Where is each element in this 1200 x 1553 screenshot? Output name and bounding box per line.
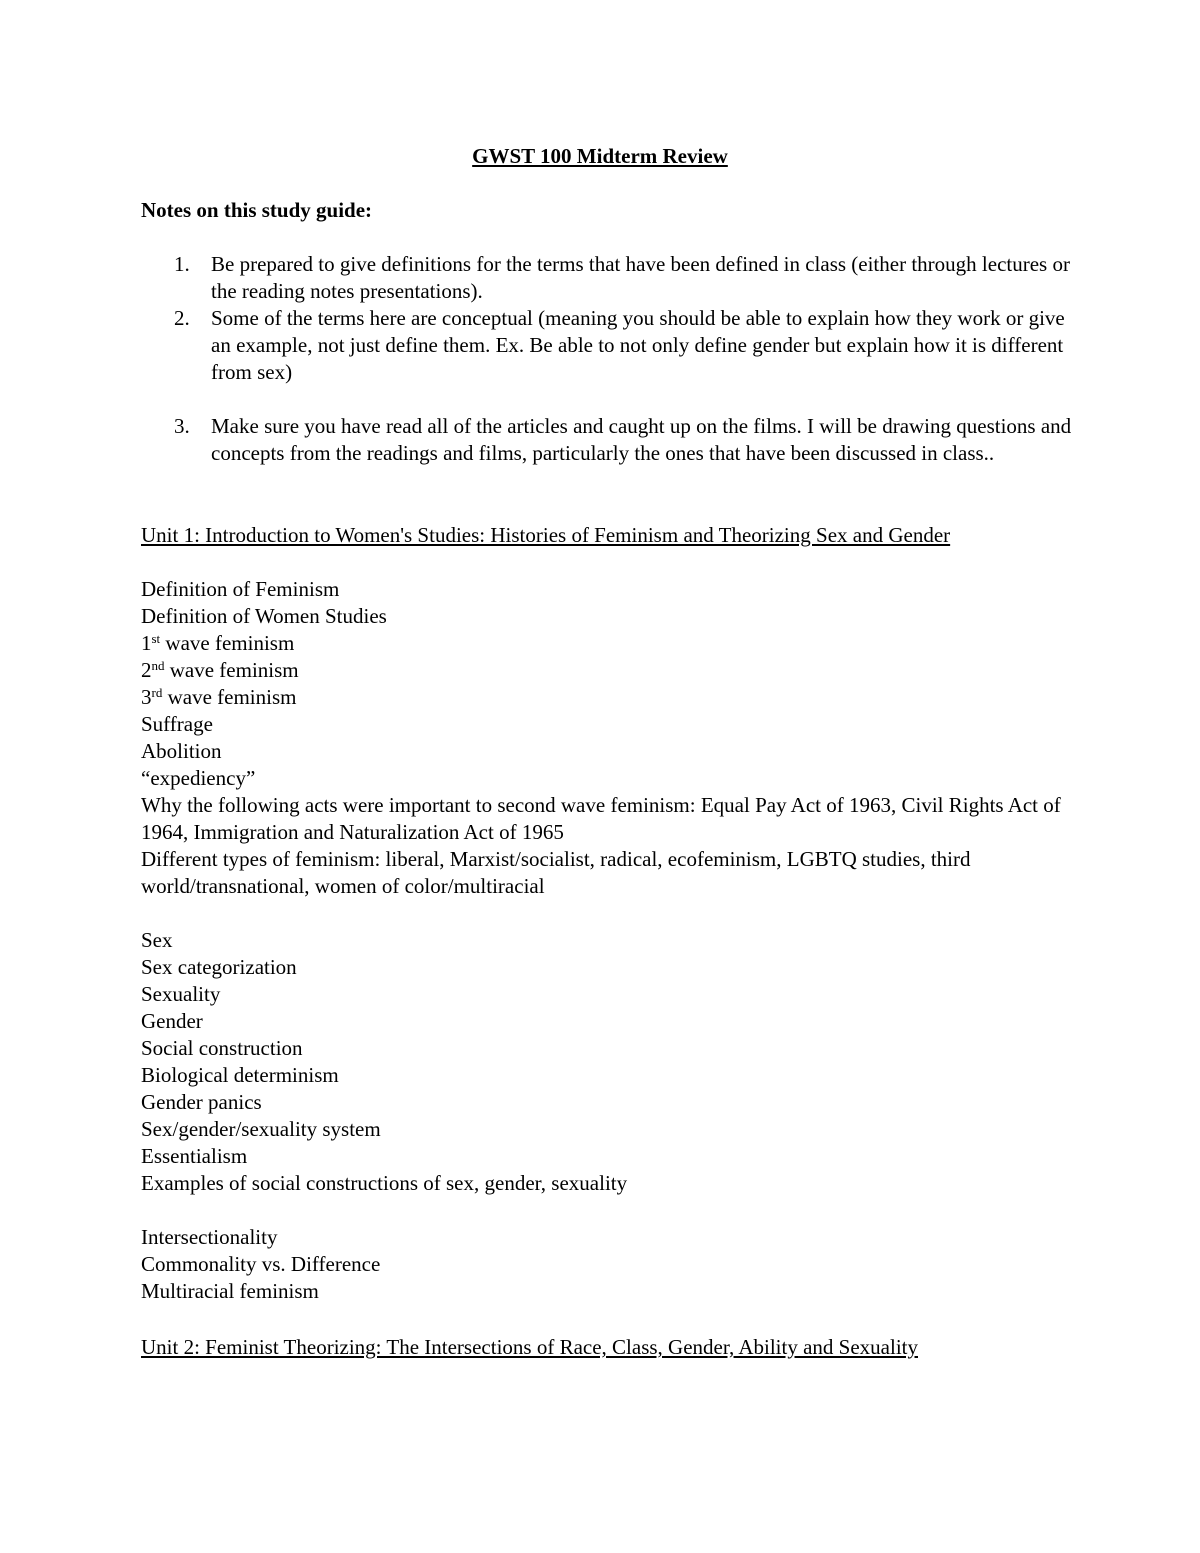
document-title: GWST 100 Midterm Review [472, 144, 728, 168]
term-item: Intersectionality [141, 1225, 278, 1249]
wave-text: wave feminism [160, 631, 295, 655]
notes-heading: Notes on this study guide: [141, 198, 373, 222]
term-item: Sex/gender/sexuality system [141, 1117, 381, 1141]
term-item: Gender panics [141, 1090, 262, 1114]
note-item [141, 413, 1081, 467]
unit-1-heading: Unit 1: Introduction to Women's Studies: Histories of Feminism and Theorizing Sex and Gender [141, 523, 951, 547]
term-item: Biological determinism [141, 1063, 339, 1087]
term-item: Why the following acts were important to second wave feminism: Equal Pay Act of 1963, Civil Rights Act of 1964, Immigration and Naturalization Act of 1965 [141, 793, 1061, 844]
term-item [141, 684, 1081, 711]
note-text: Some of the terms here are conceptual (meaning you should be able to explain how they work or give an example, not just define them. Ex. Be able to not only define gender but explain how it is different from sex) [211, 306, 1065, 384]
notes-list [141, 251, 1081, 467]
note-text: Be prepared to give definitions for the terms that have been defined in class (either through lectures or the reading notes presentations). [211, 252, 1070, 303]
term-item: Different types of feminism: liberal, Marxist/socialist, radical, ecofeminism, LGBTQ studies, third world/transnational, women of color/multiracial [141, 847, 971, 898]
term-item: Sexuality [141, 982, 221, 1006]
term-item: Sex categorization [141, 955, 297, 979]
term-item: Definition of Feminism [141, 577, 340, 601]
wave-number: 1 [141, 631, 152, 655]
note-item [141, 251, 1081, 305]
term-item: Social construction [141, 1036, 303, 1060]
note-item [141, 305, 1081, 386]
term-item: Examples of social constructions of sex, gender, sexuality [141, 1171, 628, 1195]
wave-number: 2 [141, 658, 152, 682]
note-number: 3. [174, 414, 190, 438]
term-item: Multiracial feminism [141, 1279, 319, 1303]
term-item: Commonality vs. Difference [141, 1252, 381, 1276]
term-item: Gender [141, 1009, 203, 1033]
term-item: Abolition [141, 739, 222, 763]
term-item: Essentialism [141, 1144, 248, 1168]
note-text: Make sure you have read all of the articles and caught up on the films. I will be drawing questions and concepts from the readings and films, particularly the ones that have been discussed in class.. [211, 414, 1072, 465]
wave-text: wave feminism [164, 658, 299, 682]
note-number: 1. [174, 252, 190, 276]
term-item [141, 657, 1081, 684]
term-item [141, 630, 1081, 657]
term-item: Sex [141, 928, 173, 952]
term-item: Definition of Women Studies [141, 604, 387, 628]
wave-ordinal: st [151, 631, 161, 646]
term-item: Suffrage [141, 712, 213, 736]
wave-number: 3 [141, 685, 152, 709]
wave-ordinal: nd [151, 658, 165, 673]
note-number: 2. [174, 306, 190, 330]
unit-2-heading: Unit 2: Feminist Theorizing: The Intersections of Race, Class, Gender, Ability and Sexuality [141, 1335, 918, 1359]
wave-ordinal: rd [151, 685, 163, 700]
term-item: “expediency” [141, 766, 256, 790]
wave-text: wave feminism [162, 685, 297, 709]
unit-1-terms [141, 576, 1081, 1305]
